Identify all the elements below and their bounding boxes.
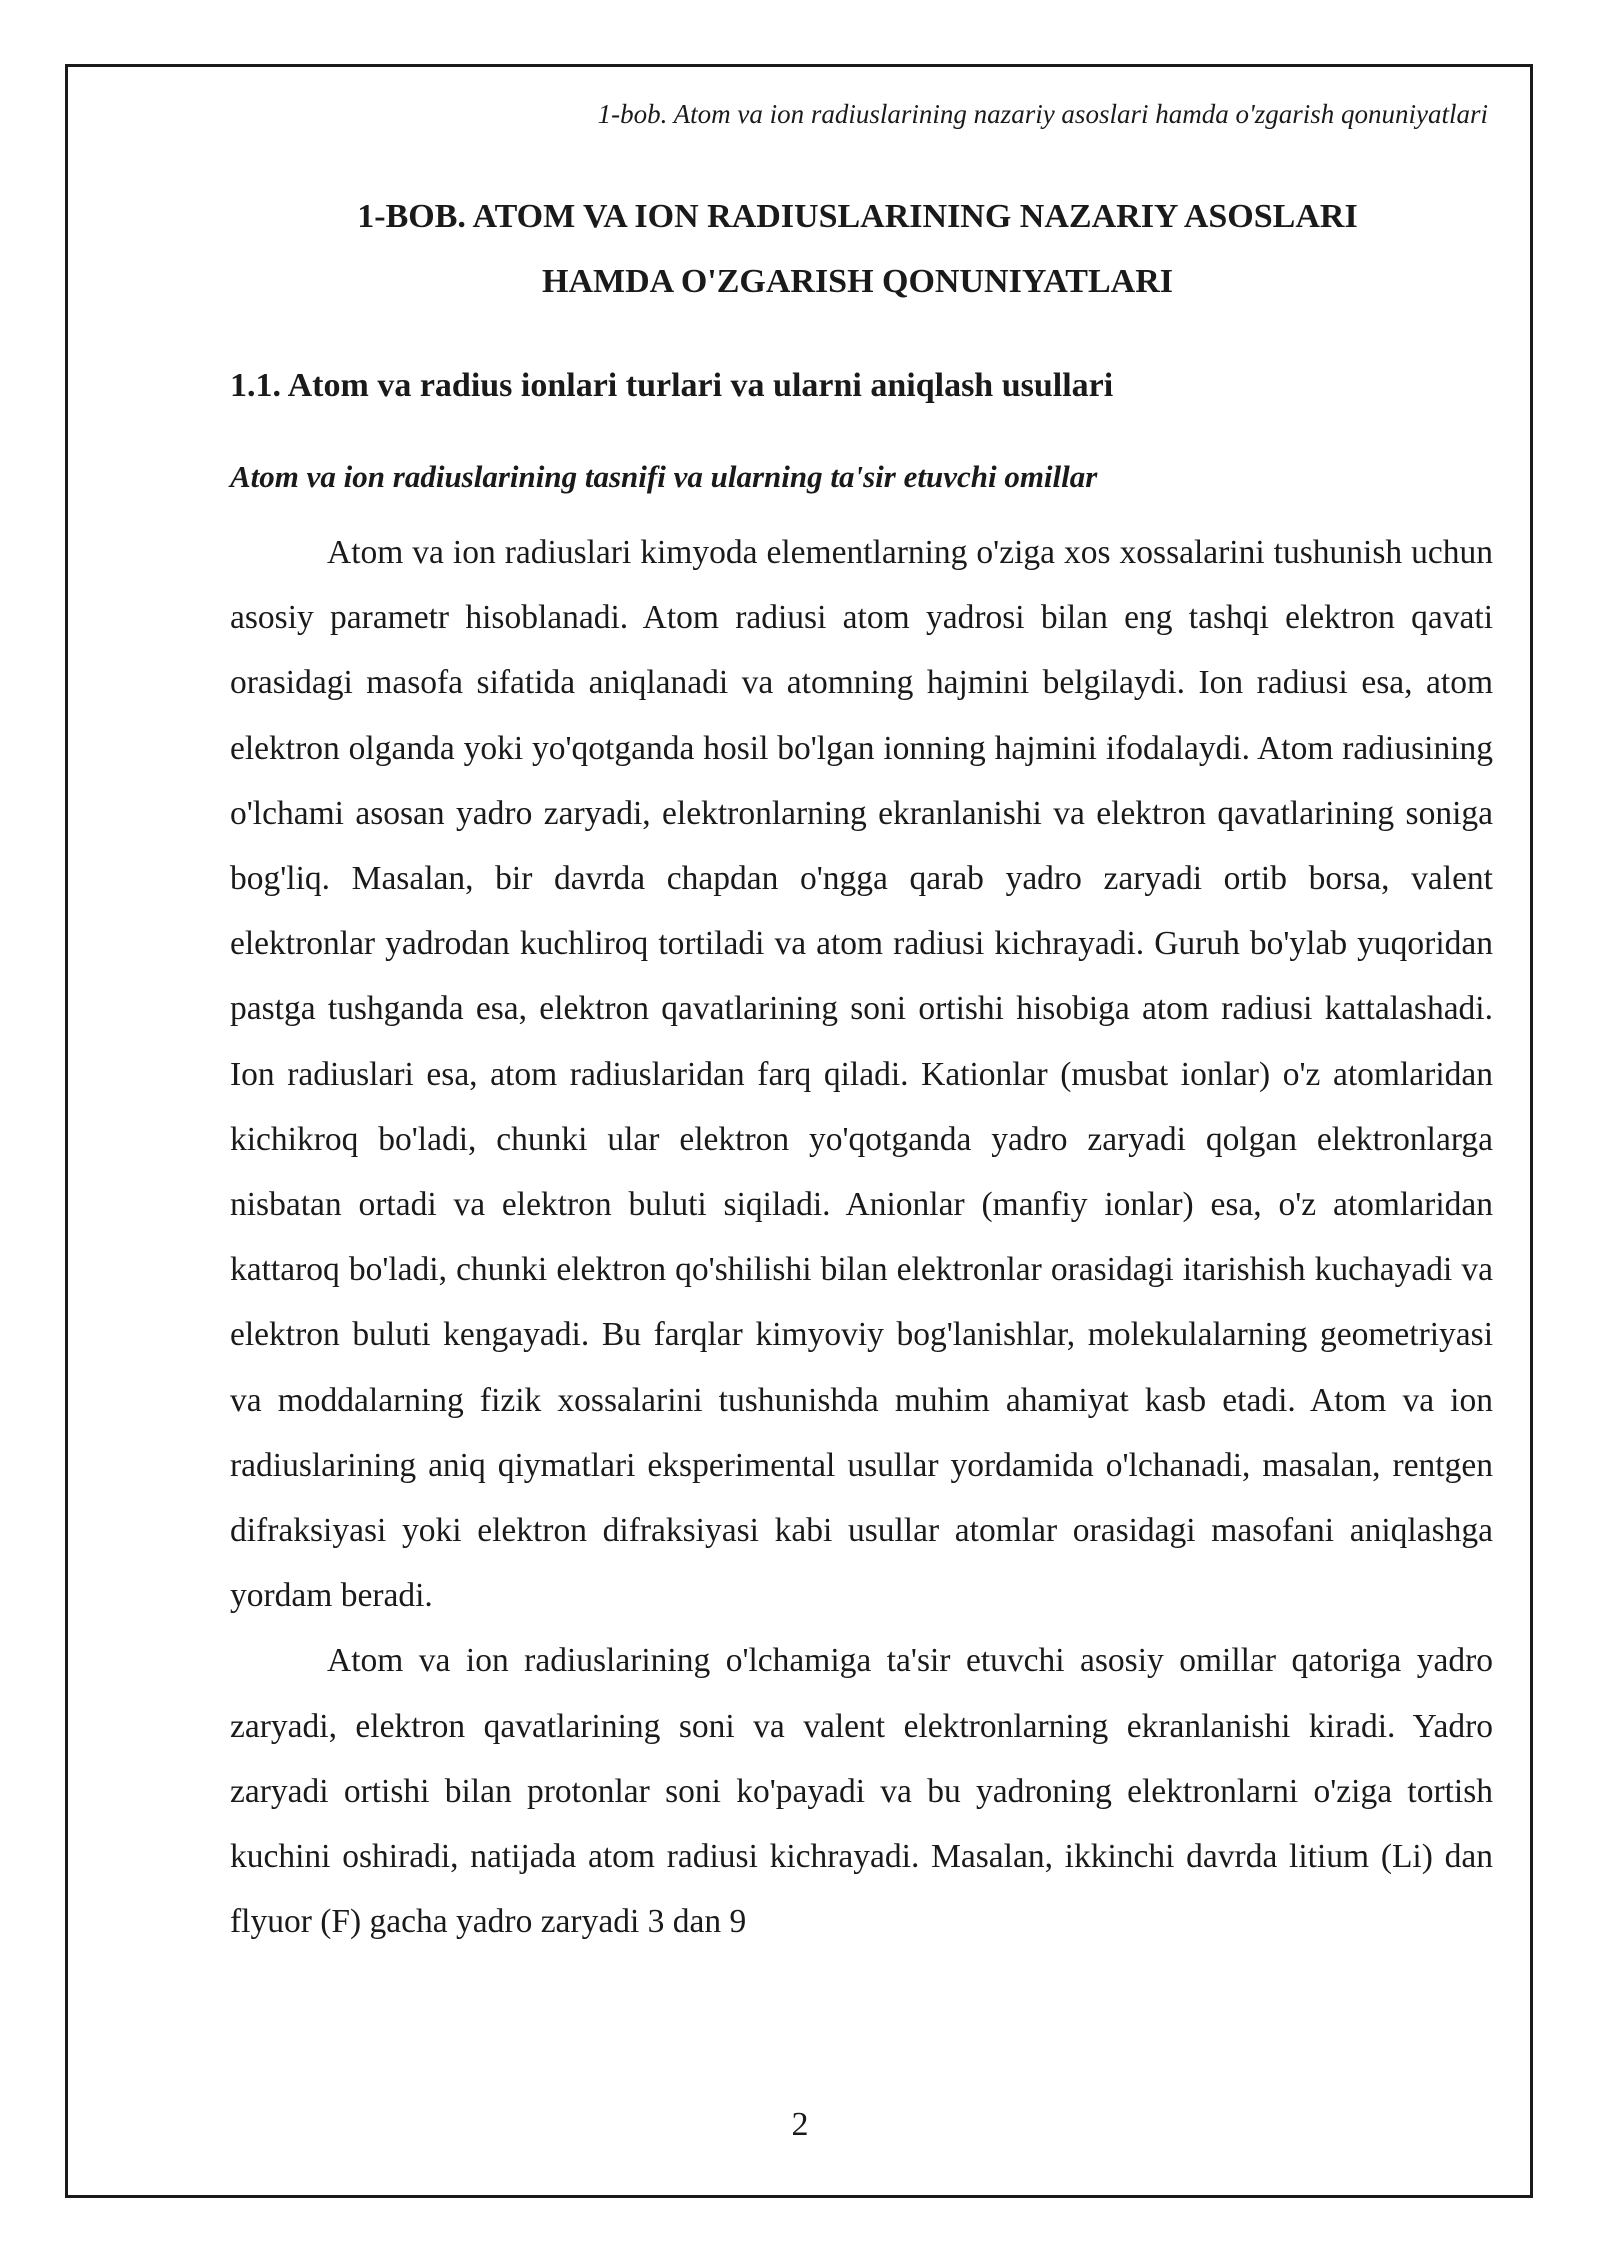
page-number: 2 xyxy=(791,2106,809,2143)
paragraph-1: Atom va ion radiuslari kimyoda elementlarning o'ziga xos xossalarini tushunish uchun asosiy parametr hisoblanadi. Atom radiusi atom yadrosi bilan eng tashqi elektron qavati orasidagi masofa sifatida aniqlanadi va atomning hajmini belgilaydi. Ion radiusi esa, atom elektron olganda yoki yo'qotganda hosil bo'lgan ionning hajmini ifodalaydi. Atom radiusining o'lchami asosan yadro zaryadi, elektronlarning ekranlanishi va elektron qavatlarining soniga bog'liq. Masalan, bir davrda chapdan o'ngga qarab yadro zaryadi ortib borsa, valent elektronlar yadrodan kuchliroq tortiladi va atom radiusi kichrayadi. Guruh bo'ylab yuqoridan pastga tushganda esa, elektron qavatlarining soni ortishi hisobiga atom radiusi kattalashadi. Ion radiuslari esa, atom radiuslaridan farq qiladi. Kationlar (musbat ionlar) o'z atomlaridan kichikroq bo'ladi, chunki ular elektron yo'qotganda yadro zaryadi qolgan elektronlarga nisbatan ortadi va elektron buluti siqiladi. Anionlar (manfiy ionlar) esa, o'z atomlaridan kattaroq bo'ladi, chunki elektron qo'shilishi bilan elektronlar orasidagi itarishish kuchayadi va elektron buluti kengayadi. Bu farqlar kimyoviy bog'lanishlar, molekulalarning geometriyasi va moddalarning fizik xossalarini tushunishda muhim ahamiyat kasb etadi. Atom va ion radiuslarining aniq qiymatlari eksperimental usullar yordamida o'lchanadi, masalan, rentgen difraksiyasi yoki elektron difraksiyasi kabi usullar atomlar orasidagi masofani aniqlashga yordam beradi. xyxy=(230,534,1493,1615)
paragraph-2: Atom va ion radiuslarining o'lchamiga ta'sir etuvchi asosiy omillar qatoriga yadro zaryadi, elektron qavatlarining soni va valent elektronlarning ekranlanishi kiradi. Yadro zaryadi ortishi bilan protonlar soni ko'payadi va bu yadroning elektronlarni o'ziga tortish kuchini oshiradi, natijada atom radiusi kichrayadi. Masalan, ikkinchi davrda litium (Li) dan flyuor (F) gacha yadro zaryadi 3 dan 9 xyxy=(230,1642,1493,1941)
chapter-title-line-2: HAMDA O'ZGARISH QONUNIYATLARI xyxy=(542,263,1173,300)
chapter-title xyxy=(230,184,1485,314)
body-text xyxy=(230,520,1493,1954)
section-title: 1.1. Atom va radius ionlari turlari va ularni aniqlash usullari xyxy=(230,367,1114,404)
subsection-title: Atom va ion radiuslarining tasnifi va ularning ta'sir etuvchi omillar xyxy=(230,459,1098,494)
chapter-title-line-1: 1-BOB. ATOM VA ION RADIUSLARINING NAZARIY ASOSLARI xyxy=(357,198,1358,235)
running-header: 1-bob. Atom va ion radiuslarining nazariy asoslari hamda o'zgarish qonuniyatlari xyxy=(597,99,1488,129)
